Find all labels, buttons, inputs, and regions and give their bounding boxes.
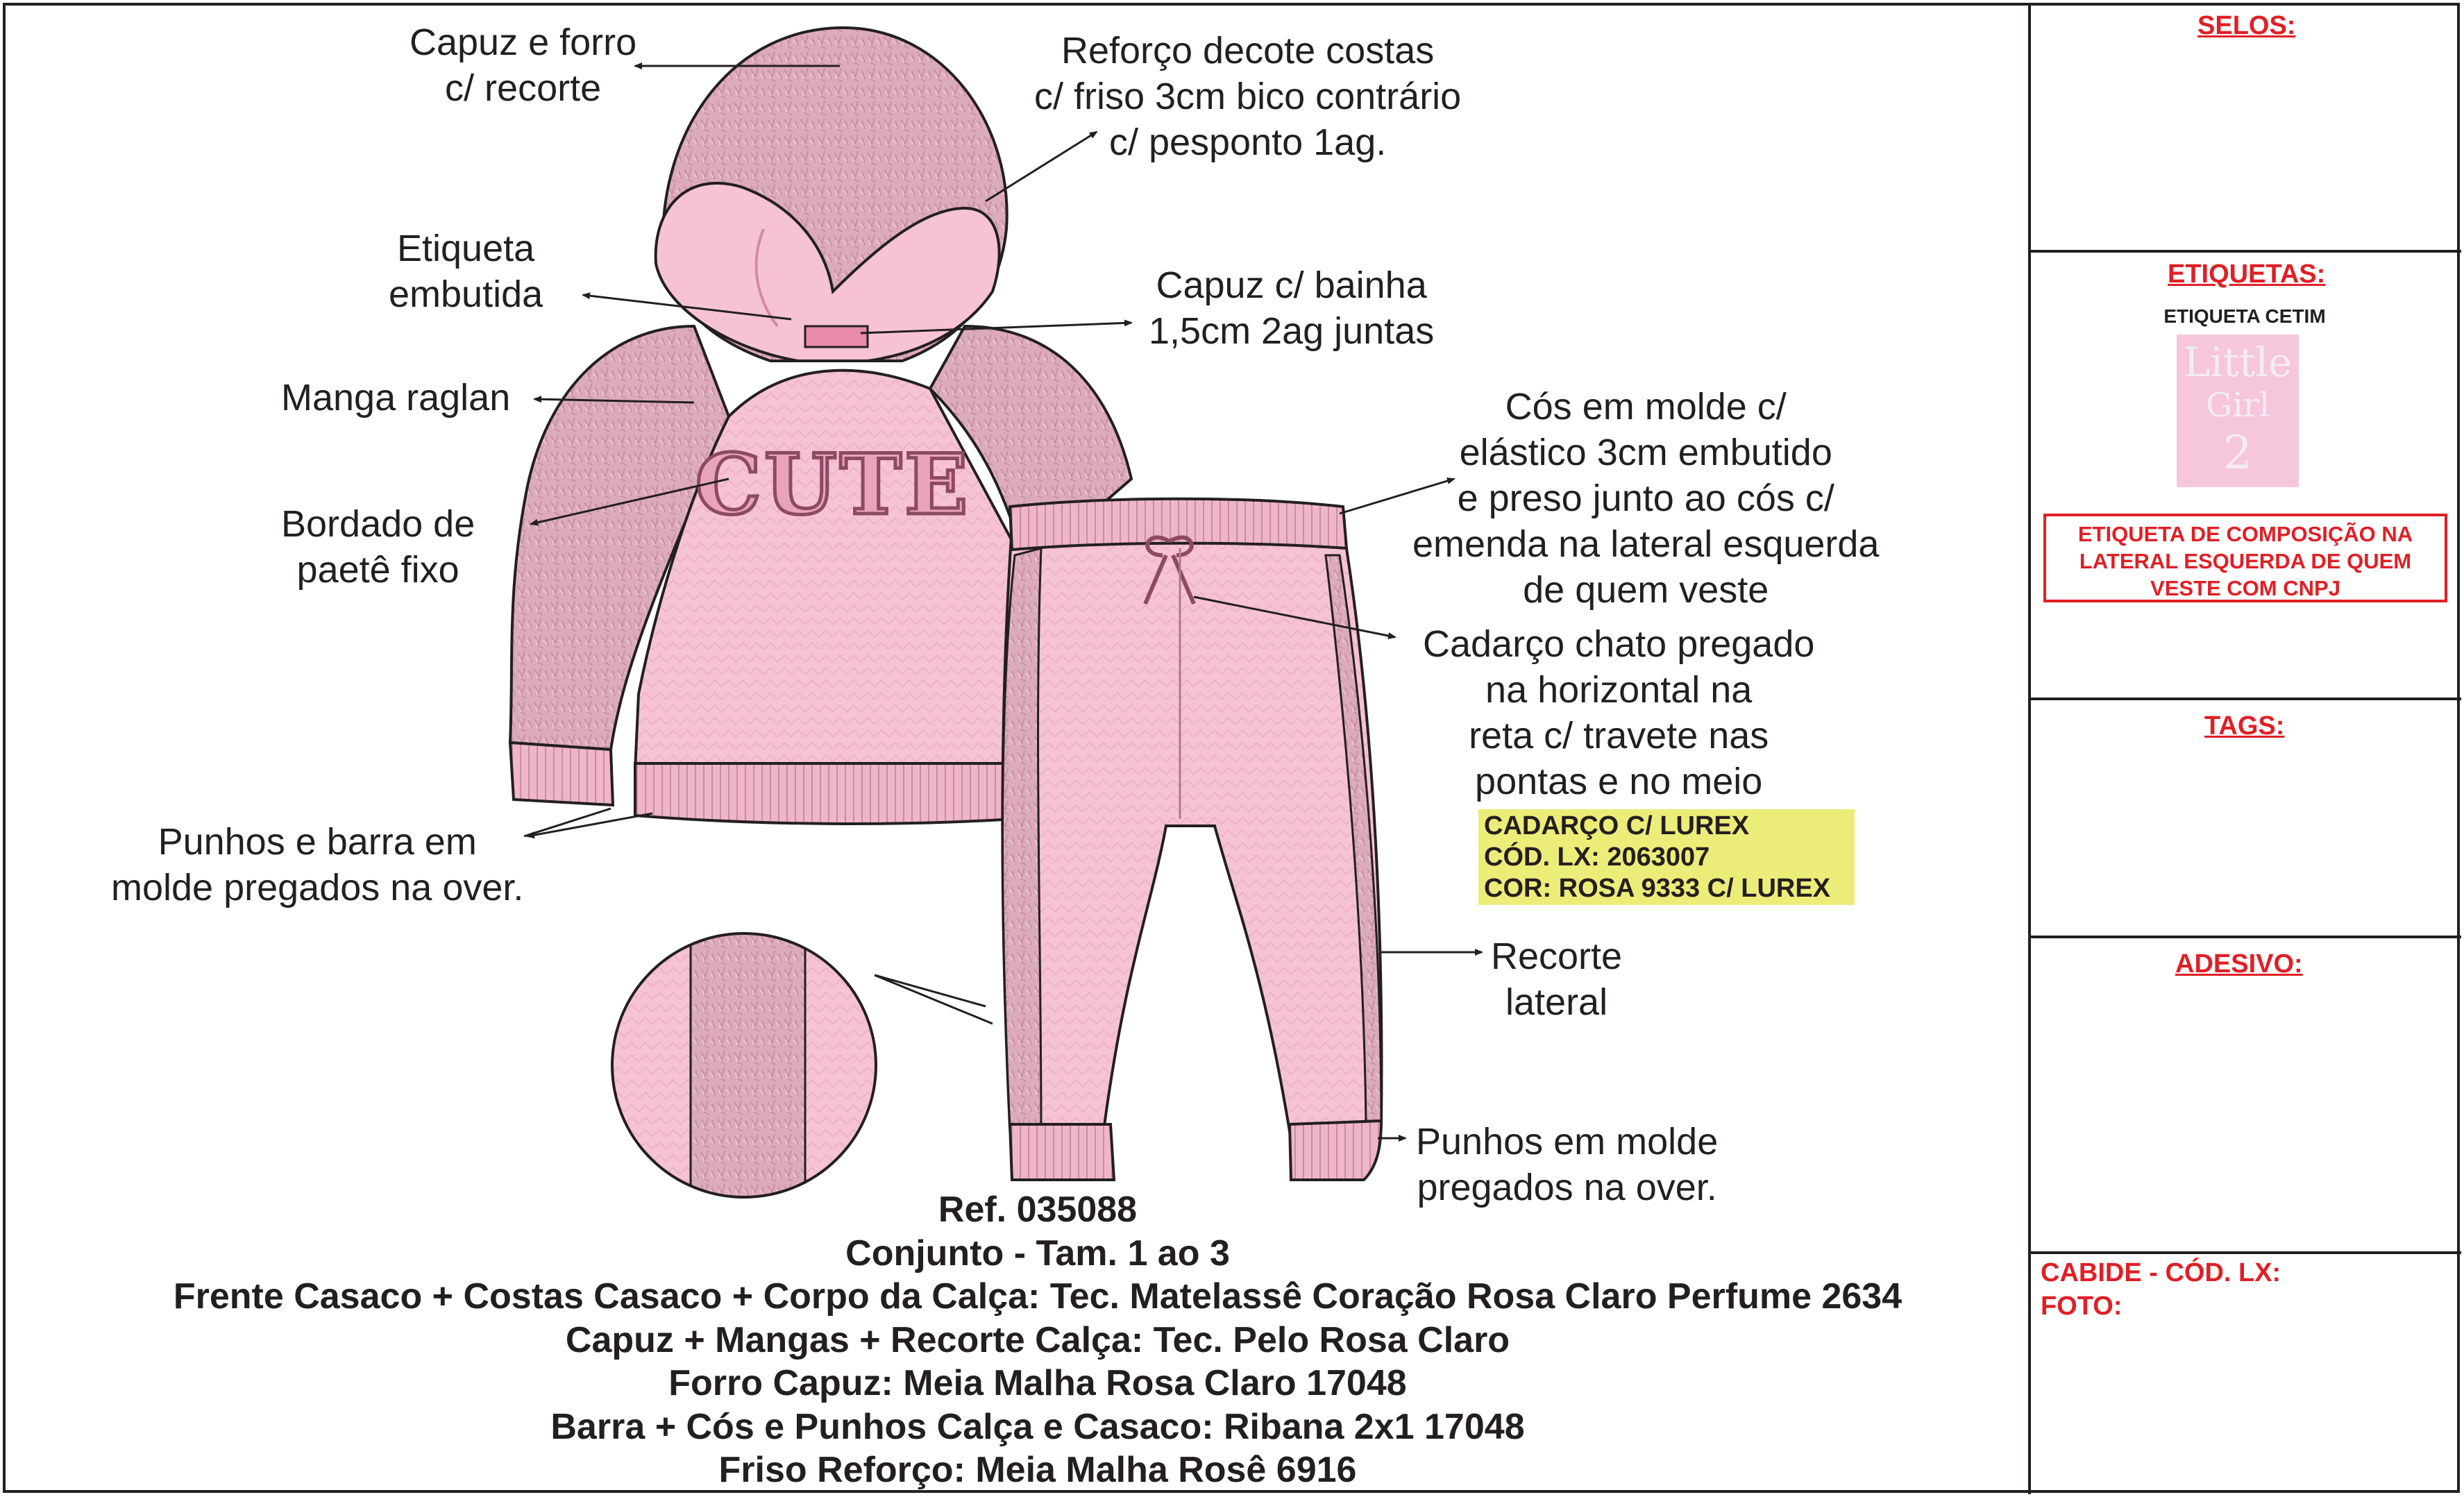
satin-label-card	[2177, 335, 2299, 487]
spec-rib: Barra + Cós e Punhos Calça e Casaco: Ribana 2x1 17048	[550, 1406, 1525, 1447]
note-sequin: Bordado de paetê fixo	[281, 503, 475, 591]
drawstring-material-box: CADARÇO C/ LUREX CÓD. LX: 2063007 COR: ROSA 9333 C/ LUREX	[1478, 809, 1855, 905]
spec-hood-fabric: Capuz + Mangas + Recorte Calça: Tec. Pelo Rosa Claro	[565, 1319, 1510, 1360]
cabide-code: CABIDE - CÓD. LX:	[2041, 1258, 2281, 1287]
cute-applique-text: CUTE	[695, 436, 971, 534]
label-line-1: Little	[2183, 339, 2293, 386]
side-panel-row-divider	[2028, 936, 2461, 938]
spec-body-fabric: Frente Casaco + Costas Casaco + Corpo da Calça: Tec. Matelassê Coração Rosa Claro Perfume 2634	[173, 1276, 1902, 1317]
etiquetas-title: ETIQUETAS:	[2168, 260, 2326, 289]
pants-cuff-right	[1290, 1121, 1381, 1180]
note-jacket-cuffs: Punhos e barra em molde pregados na over.	[111, 821, 524, 908]
pants-cuff-left	[1010, 1124, 1114, 1180]
note-hidden-label: Etiqueta embutida	[389, 228, 543, 315]
side-panel-row-divider	[2028, 697, 2461, 700]
tags-title: TAGS:	[2204, 711, 2285, 741]
cabide-photo: FOTO:	[2041, 1292, 2123, 1321]
cabide-block	[2041, 1256, 2281, 1323]
selos-title: SELOS:	[2197, 11, 2296, 40]
spec-ref: Ref. 035088	[938, 1190, 1138, 1230]
jacket-hem	[635, 763, 1015, 824]
note-hood-hem: Capuz c/ bainha 1,5cm 2ag juntas	[1149, 264, 1435, 352]
back-neck-tape	[805, 326, 868, 347]
adesivo-title: ADESIVO:	[2175, 949, 2303, 979]
cute-applique	[695, 436, 971, 534]
note-raglan: Manga raglan	[281, 377, 511, 418]
spec-lining: Forro Capuz: Meia Malha Rosa Claro 17048	[668, 1363, 1407, 1403]
note-pants-cuffs: Punhos em molde pregados na over.	[1416, 1121, 1719, 1208]
pants-side-left	[1003, 548, 1041, 1128]
composition-label-note: ETIQUETA DE COMPOSIÇÃO NA LATERAL ESQUERDA DE QUEM VESTE COM CNPJ	[2043, 514, 2447, 602]
side-panel-divider	[2028, 3, 2031, 1494]
spec-trim: Friso Reforço: Meia Malha Rosê 6916	[718, 1450, 1357, 1490]
pants-waistband	[1010, 499, 1347, 550]
fabric-detail-circle	[604, 923, 881, 1201]
note-side-panel: Recorte lateral	[1491, 936, 1623, 1023]
side-panel-row-divider	[2028, 1251, 2461, 1254]
note-drawstring: Cadarço chato pregado na horizontal na reta c/ travete nas pontas e no meio	[1423, 623, 1815, 802]
left-cuff	[510, 743, 613, 805]
spec-set: Conjunto - Tam. 1 ao 3	[845, 1233, 1230, 1274]
note-waistband: Cós em molde c/ elástico 3cm embutido e preso junto ao cós c/ emenda na lateral esquerda de quem veste	[1412, 386, 1880, 611]
note-back-neck: Reforço decote costas c/ friso 3cm bico contrário c/ pesponto 1ag.	[1034, 30, 1462, 163]
label-line-2: Girl	[2206, 386, 2270, 425]
spec-block	[56, 1188, 2020, 1492]
note-hood-lining: Capuz e forro c/ recorte	[410, 22, 637, 109]
side-panel-row-divider	[2028, 250, 2461, 253]
label-line-3: 2	[2223, 426, 2252, 480]
cetim-label: ETIQUETA CETIM	[2163, 305, 2326, 327]
